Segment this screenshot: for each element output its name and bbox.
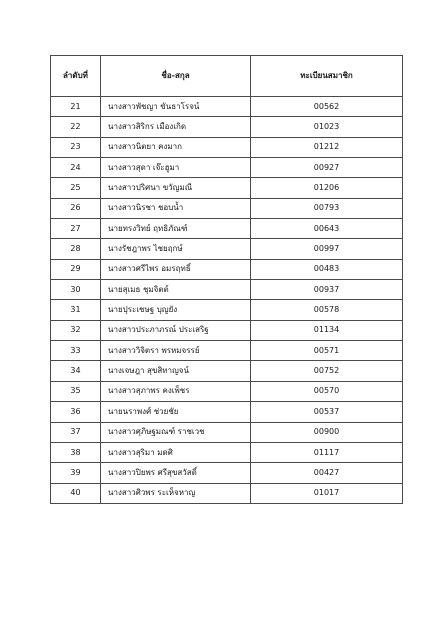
member-id: 01117 xyxy=(251,442,403,462)
table-row xyxy=(51,239,403,259)
row-number: 34 xyxy=(51,361,101,381)
member-id: 01023 xyxy=(251,117,403,137)
row-number: 27 xyxy=(51,219,101,239)
row-number: 37 xyxy=(51,422,101,442)
table-row xyxy=(51,402,403,422)
header-row xyxy=(51,56,403,97)
member-id: 01212 xyxy=(251,137,403,157)
table-body xyxy=(51,97,403,504)
member-name: นายสุเมธ ชุมจิตต์ xyxy=(101,280,251,300)
table-row xyxy=(51,442,403,462)
member-id: 00483 xyxy=(251,259,403,279)
table-row xyxy=(51,381,403,401)
member-name: นางสาวศิวพร ระเห็จหาญ xyxy=(101,483,251,503)
member-id: 00570 xyxy=(251,381,403,401)
member-name: นางสาวนิรชา ชอบน้ำ xyxy=(101,198,251,218)
member-id: 00793 xyxy=(251,198,403,218)
member-name: นางรัชฎาพร ไชยฤกษ์ xyxy=(101,239,251,259)
member-name: นายปุระเชษฐ บุญยัง xyxy=(101,300,251,320)
member-name: นางสาวสุภาพร คงเพ็ชร xyxy=(101,381,251,401)
member-id: 00537 xyxy=(251,402,403,422)
member-name: นางสาววิจิตรา พรหมจรรย์ xyxy=(101,341,251,361)
member-id: 00571 xyxy=(251,341,403,361)
table-row xyxy=(51,361,403,381)
table-row xyxy=(51,158,403,178)
table-row xyxy=(51,137,403,157)
table-row xyxy=(51,341,403,361)
table-row xyxy=(51,300,403,320)
column-header-member-id: ทะเบียนสมาชิก xyxy=(251,56,403,97)
table-row xyxy=(51,463,403,483)
row-number: 35 xyxy=(51,381,101,401)
row-number: 23 xyxy=(51,137,101,157)
table-row xyxy=(51,117,403,137)
column-header-name: ชื่อ-สกุล xyxy=(101,56,251,97)
table-row xyxy=(51,178,403,198)
member-name: นางสาวประภาภรณ์ ประเสริฐ xyxy=(101,320,251,340)
row-number: 40 xyxy=(51,483,101,503)
member-id: 00562 xyxy=(251,97,403,117)
row-number: 38 xyxy=(51,442,101,462)
table-row xyxy=(51,97,403,117)
row-number: 22 xyxy=(51,117,101,137)
row-number: 28 xyxy=(51,239,101,259)
row-number: 26 xyxy=(51,198,101,218)
member-name: นายนราพงศ์ ช่วยชัย xyxy=(101,402,251,422)
member-name: นางสาวปิยพร ศรีสุขสวัสดิ์ xyxy=(101,463,251,483)
table-header xyxy=(51,56,403,97)
member-id: 00427 xyxy=(251,463,403,483)
row-number: 36 xyxy=(51,402,101,422)
column-header-number: ลำดับที่ xyxy=(51,56,101,97)
table-row xyxy=(51,320,403,340)
member-id: 00752 xyxy=(251,361,403,381)
table-row xyxy=(51,219,403,239)
member-name: นางสาวสุดา เจ๊ะฮูมา xyxy=(101,158,251,178)
table-row xyxy=(51,280,403,300)
member-id: 00900 xyxy=(251,422,403,442)
member-name: นายทรงวิทย์ ฤทธิภัณฑ์ xyxy=(101,219,251,239)
member-name: นางสาวศรีไพร อมรฤทธิ์ xyxy=(101,259,251,279)
member-name: นางสาวสิริกร เมืองเกิด xyxy=(101,117,251,137)
member-name: นางสาวพัชญา ขันธาโรจน์ xyxy=(101,97,251,117)
member-id: 01134 xyxy=(251,320,403,340)
row-number: 24 xyxy=(51,158,101,178)
member-name: นางสาวนิตยา คงมาก xyxy=(101,137,251,157)
row-number: 25 xyxy=(51,178,101,198)
member-id: 00578 xyxy=(251,300,403,320)
table-row xyxy=(51,422,403,442)
member-name: นางเจษฎา สุขสิทาญจน์ xyxy=(101,361,251,381)
table-row xyxy=(51,483,403,503)
table-row xyxy=(51,259,403,279)
member-table xyxy=(50,55,403,504)
row-number: 33 xyxy=(51,341,101,361)
member-id: 00643 xyxy=(251,219,403,239)
member-id: 01017 xyxy=(251,483,403,503)
table-row xyxy=(51,198,403,218)
member-id: 00927 xyxy=(251,158,403,178)
member-id: 00997 xyxy=(251,239,403,259)
row-number: 31 xyxy=(51,300,101,320)
row-number: 30 xyxy=(51,280,101,300)
member-id: 01206 xyxy=(251,178,403,198)
row-number: 21 xyxy=(51,97,101,117)
member-name: นางสาวศุภิษฐมณฑ์ ราชเวช xyxy=(101,422,251,442)
member-id: 00937 xyxy=(251,280,403,300)
row-number: 39 xyxy=(51,463,101,483)
member-name: นางสาวสุริมา มดศิ xyxy=(101,442,251,462)
row-number: 29 xyxy=(51,259,101,279)
member-name: นางสาวปริศนา ขวัญมณี xyxy=(101,178,251,198)
row-number: 32 xyxy=(51,320,101,340)
